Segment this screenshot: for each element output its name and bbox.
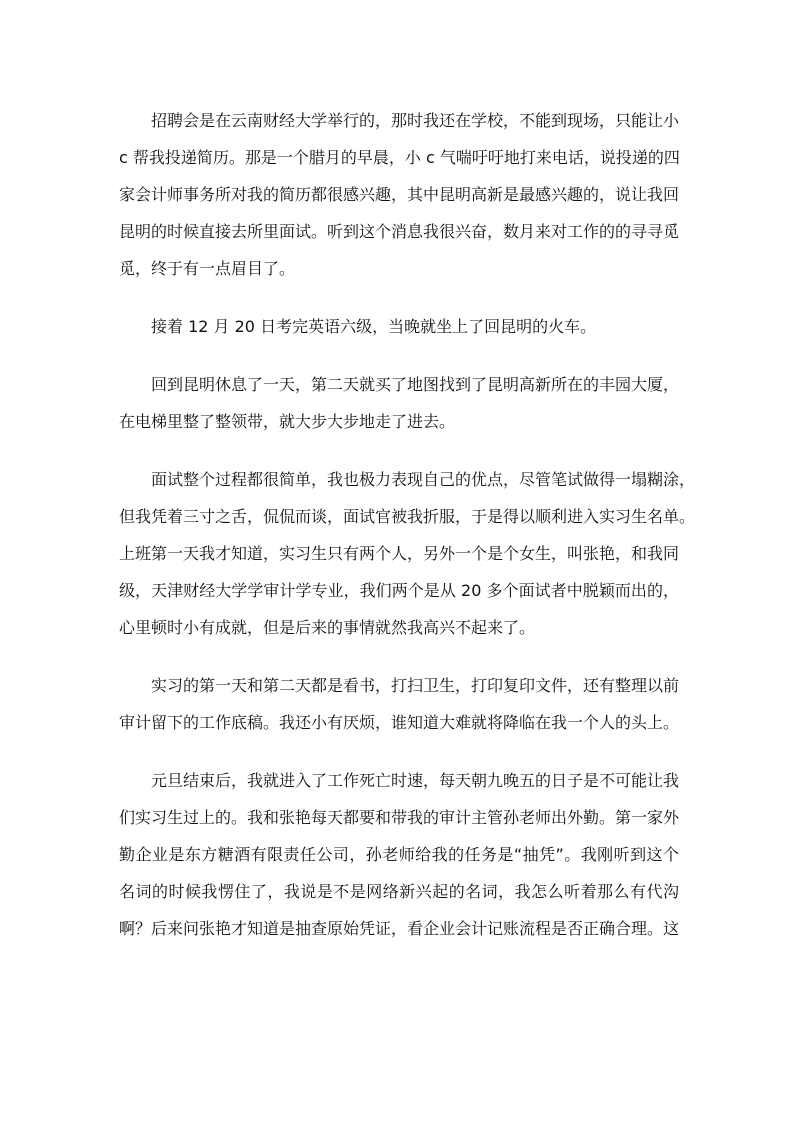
paragraph-5 (119, 667, 679, 741)
paragraph-1 (119, 102, 679, 287)
text-line: 啊？后来问张艳才知道是抽查原始凭证，看企业会计记账流程是否正确合理。这 (119, 919, 680, 938)
text-line: 昆明的时候直接去所里面试。听到这个消息我很兴奋，数月来对工作的的寻寻觅 (119, 222, 680, 241)
text-line: 上班第一天我才知道，实习生只有两个人，另外一个是个女生，叫张艳，和我同 (119, 544, 680, 563)
paragraph-4 (119, 461, 696, 646)
text-line: 勤企业是东方糖酒有限责任公司，孙老师给我的任务是“抽凭”。我刚听到这个 (119, 845, 679, 864)
text-line: c 帮我投递简历。那是一个腊月的早晨，小 c 气喘吁吁地打来电话，说投递的四 (119, 148, 680, 167)
text-line: 觅，终于有一点眉目了。 (119, 259, 296, 278)
text-line: 招聘会是在云南财经大学举行的，那时我还在学校，不能到现场，只能让小 (151, 111, 680, 130)
paragraph-6 (119, 762, 679, 947)
paragraph-3 (119, 366, 679, 440)
text-line: 实习的第一天和第二天都是看书，打扫卫生，打印复印文件，还有整理以前 (151, 676, 680, 695)
text-line: 心里顿时小有成就，但是后来的事情就然我高兴不起来了。 (119, 618, 536, 637)
text-line: 们实习生过上的。我和张艳每天都要和带我的审计主管孙老师出外勤。第一家外 (119, 808, 680, 827)
text-line: 审计留下的工作底稿。我还小有厌烦，谁知道大难就将降临在我一个人的头上。 (119, 713, 680, 732)
text-line: 回到昆明休息了一天，第二天就买了地图找到了昆明高新所在的丰园大厦， (151, 375, 680, 394)
text-line: 级，天津财经大学学审计学专业，我们两个是从 20 多个面试者中脱颖而出的， (119, 581, 679, 600)
document-body (119, 102, 696, 968)
text-line: 名词的时候我愣住了，我说是不是网络新兴起的名词，我怎么听着那么有代沟 (119, 882, 679, 901)
paragraph-2 (119, 308, 679, 345)
text-line: 元旦结束后，我就进入了工作死亡时速，每天朝九晚五的日子是不可能让我 (151, 771, 680, 790)
text-line: 接着 12 月 20 日考完英语六级，当晚就坐上了回昆明的火车。 (151, 317, 597, 336)
text-line: 家会计师事务所对我的简历都很感兴趣，其中昆明高新是最感兴趣的，说让我回 (119, 185, 680, 204)
text-line: 但我凭着三寸之舌，侃侃而谈，面试官被我折服，于是得以顺利进入实习生名单。 (119, 507, 696, 526)
text-line: 在电梯里整了整领带，就大步大步地走了进去。 (119, 412, 456, 431)
text-line: 面试整个过程都很简单，我也极力表现自己的优点，尽管笔试做得一塌糊涂， (151, 470, 696, 489)
